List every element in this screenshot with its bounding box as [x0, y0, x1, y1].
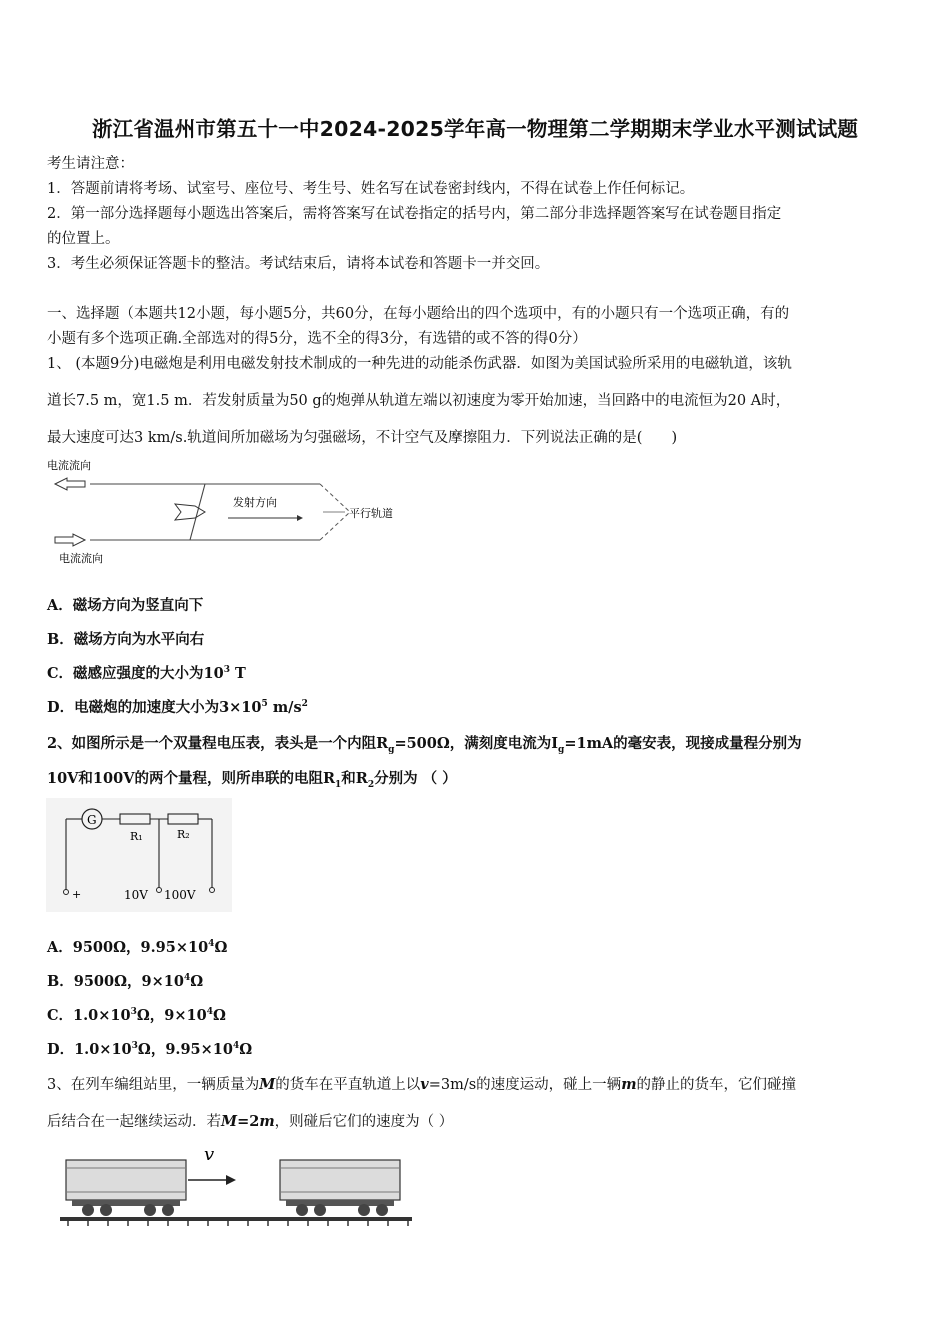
plus-label: +	[72, 888, 82, 901]
wheel-icon	[358, 1204, 370, 1216]
q2-text-line1: 2、如图所示是一个双量程电压表，表头是一个内阻$R_g=500\Omega$，满刻度电流为$I_g=1mA$的毫安表，现接成量程分别为	[47, 735, 802, 755]
projectile-icon	[175, 504, 205, 520]
notice-item-1: 1．答题前请将考场、试室号、座位号、考生号、姓名写在试卷密封线内，不得在试卷上作任何标记。	[47, 181, 695, 197]
fig-label-direction: 发射方向	[233, 496, 277, 509]
wheel-icon	[296, 1204, 308, 1216]
wheel-icon	[144, 1204, 156, 1216]
page-title: 浙江省温州市第五十一中2024-2025学年高一物理第二学期期末学业水平测试试题	[91, 117, 859, 141]
wheel-icon	[162, 1204, 174, 1216]
terminal-plus	[64, 890, 69, 895]
meter-label: G	[87, 813, 97, 827]
v10-label: 10V	[124, 888, 148, 902]
current-arrow-left-icon	[55, 478, 85, 490]
section1-instructions-line1: 一、选择题（本题共12小题，每小题5分，共60分，在每小题给出的四个选项中，有的小题只有一个选项正确，有的	[47, 306, 790, 322]
freight-car-moving	[66, 1160, 186, 1200]
resistor-r1	[120, 814, 150, 824]
notice-heading: 考生请注意：	[47, 156, 134, 172]
freight-car-stationary	[280, 1160, 400, 1200]
terminal-100v	[210, 888, 215, 893]
q1-text-line1: 1、 (本题9分)电磁炮是利用电磁发射技术制成的一种先进的动能杀伤武器．如图为美国试验所采用的电磁轨道，该轨	[47, 356, 792, 372]
q2-option-b: B．9500Ω，$9\times 10^4\Omega$	[47, 973, 204, 990]
r2-label: R₂	[177, 828, 190, 841]
q2-option-a: A．9500Ω，$9.95\times 10^4\Omega$	[47, 939, 228, 956]
q2-circuit-figure	[46, 798, 232, 912]
wheel-icon	[100, 1204, 112, 1216]
q1-text-line2: 道长7.5 m，宽1.5 m．若发射质量为50 g的炮弹从轨道左端以初速度为零开始加速，当回路中的电流恒为20 A时，	[47, 393, 791, 409]
fig-label-current-bottom: 电流流向	[59, 552, 103, 565]
q1-text-line3: 最大速度可达3 km/s.轨道间所加磁场为匀强磁场，不计空气及摩擦阻力．下列说法正确的是( )	[47, 430, 678, 446]
velocity-label: v	[204, 1144, 215, 1165]
armature	[190, 484, 205, 540]
fig-label-rails: 平行轨道	[349, 507, 393, 520]
q2-option-d: D．$1.0\times 10^3\Omega$，$9.95\times 10^4\Omega$	[47, 1041, 253, 1058]
track	[60, 1217, 412, 1221]
direction-arrow-icon	[297, 515, 303, 521]
current-arrow-right-icon	[55, 534, 85, 546]
wheel-icon	[82, 1204, 94, 1216]
notice-item-3: 3．考生必须保证答题卡的整洁。考试结束后，请将本试卷和答题卡一并交回。	[47, 256, 550, 272]
velocity-arrow-icon	[226, 1175, 236, 1185]
q1-option-a: A．磁场方向为竖直向下	[47, 597, 204, 614]
wheel-icon	[314, 1204, 326, 1216]
q3-freight-cars-figure	[58, 1140, 418, 1232]
r1-label: R₁	[130, 830, 143, 843]
q3-text-line2: 后结合在一起继续运动．若M=2m，则碰后它们的速度为（ ）	[47, 1113, 454, 1130]
q2-option-c: C．$1.0\times 10^3\Omega$，$9\times 10^4\Omega$	[47, 1007, 226, 1024]
terminal-10v	[157, 888, 162, 893]
q1-option-d: D．电磁炮的加速度大小为$3\times 10^5$ $m/s^2$	[47, 699, 308, 716]
section1-instructions-line2: 小题有多个选项正确.全部选对的得5分，选不全的得3分，有选错的或不答的得0分）	[47, 331, 587, 347]
notice-item-2-cont: 的位置上。	[47, 231, 120, 247]
notice-item-2: 2．第一部分选择题每小题选出答案后，需将答案写在试卷指定的括号内，第二部分非选择题答案写在试卷题目指定	[47, 206, 782, 222]
q1-option-c: C．磁感应强度的大小为$10^3$ T	[47, 665, 246, 682]
resistor-r2	[168, 814, 198, 824]
wheel-icon	[376, 1204, 388, 1216]
fig-label-current-top: 电流流向	[47, 459, 91, 472]
q1-railgun-figure	[45, 456, 415, 568]
q1-option-b: B．磁场方向为水平向右	[47, 631, 205, 648]
track-ties	[68, 1221, 408, 1226]
q2-text-line2: 10V和100V的两个量程，则所串联的电阻$R_1$和$R_2$分别为 （ ）	[47, 770, 457, 790]
v100-label: 100V	[164, 888, 196, 902]
q3-text-line1: 3、在列车编组站里，一辆质量为M的货车在平直轨道上以v=3m/s的速度运动，碰上一辆m的静止的货车，它们碰撞	[47, 1076, 797, 1093]
